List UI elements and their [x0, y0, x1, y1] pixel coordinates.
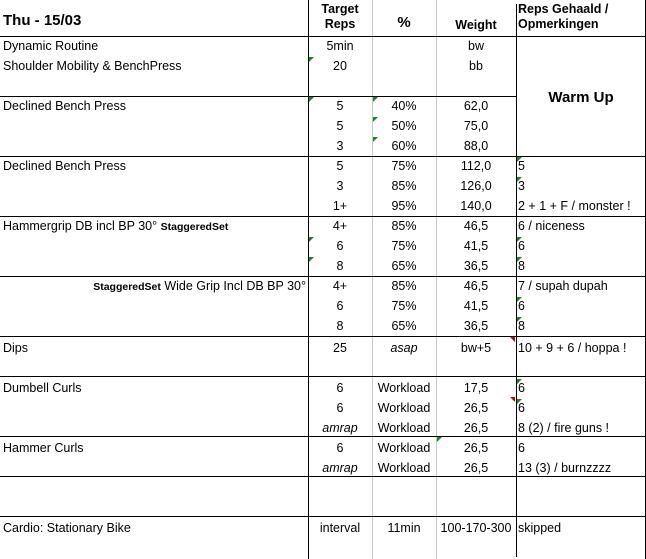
- note-cell[interactable]: 3: [518, 179, 525, 193]
- note-cell[interactable]: 5: [518, 159, 525, 173]
- note-cell[interactable]: 6: [518, 239, 525, 253]
- comment-marker-icon[interactable]: [517, 237, 522, 242]
- weight-cell[interactable]: 36,5: [463, 319, 489, 333]
- percent-cell[interactable]: 85%: [391, 219, 417, 233]
- reps-cell[interactable]: 5: [336, 159, 344, 173]
- col-header-weight: Weight: [455, 18, 497, 32]
- percent-cell[interactable]: 60%: [391, 139, 417, 153]
- weight-cell[interactable]: bw: [468, 39, 484, 53]
- reps-cell[interactable]: 5: [336, 119, 344, 133]
- weight-cell[interactable]: 46,5: [463, 279, 489, 293]
- percent-cell[interactable]: 75%: [391, 239, 417, 253]
- percent-cell[interactable]: 65%: [391, 259, 417, 273]
- col-header-percent: %: [397, 14, 411, 31]
- weight-cell[interactable]: 26,5: [463, 441, 489, 455]
- exercise-cell[interactable]: Declined Bench Press: [3, 99, 126, 113]
- comment-marker-icon[interactable]: [517, 399, 522, 404]
- reps-cell[interactable]: 5min: [326, 39, 354, 53]
- note-cell[interactable]: 6 / niceness: [518, 219, 585, 233]
- weight-cell[interactable]: 62,0: [463, 99, 489, 113]
- percent-cell[interactable]: 50%: [391, 119, 417, 133]
- weight-cell[interactable]: 26,5: [463, 401, 489, 415]
- percent-cell[interactable]: 85%: [391, 279, 417, 293]
- comment-marker-icon[interactable]: [437, 437, 442, 442]
- staggered-set-tag: StaggeredSet: [160, 221, 229, 233]
- note-cell[interactable]: 6: [518, 401, 525, 415]
- weight-cell[interactable]: 36,5: [463, 259, 489, 273]
- note-cell[interactable]: 6: [518, 381, 525, 395]
- exercise-cell[interactable]: Dynamic Routine: [3, 39, 99, 53]
- note-cell[interactable]: 8: [518, 319, 525, 333]
- comment-marker-icon[interactable]: [517, 257, 522, 262]
- exercise-cell[interactable]: Dips: [3, 341, 29, 355]
- reps-cell[interactable]: amrap: [322, 421, 358, 435]
- weight-cell[interactable]: 112,0: [460, 159, 492, 173]
- exercise-cell[interactable]: [0, 216, 308, 237]
- staggered-set-tag: StaggeredSet: [93, 281, 161, 293]
- reps-cell[interactable]: 4+: [332, 219, 348, 233]
- percent-cell[interactable]: 65%: [391, 319, 417, 333]
- reps-cell[interactable]: 3: [336, 139, 344, 153]
- reps-cell[interactable]: 6: [336, 299, 344, 313]
- comment-marker-icon[interactable]: [309, 257, 314, 262]
- percent-cell[interactable]: asap: [390, 341, 418, 355]
- percent-cell[interactable]: 85%: [391, 179, 417, 193]
- reps-cell[interactable]: 8: [336, 259, 344, 273]
- weight-cell[interactable]: 41,5: [463, 299, 489, 313]
- comment-marker-icon[interactable]: [517, 297, 522, 302]
- reps-cell[interactable]: interval: [319, 521, 361, 535]
- reps-cell[interactable]: 25: [333, 341, 347, 355]
- weight-cell[interactable]: 46,5: [463, 219, 489, 233]
- weight-cell[interactable]: bw+5: [460, 341, 492, 355]
- percent-cell[interactable]: Workload: [377, 381, 431, 395]
- weight-cell[interactable]: 88,0: [463, 139, 489, 153]
- reps-cell[interactable]: 1+: [332, 199, 348, 213]
- percent-cell[interactable]: Workload: [377, 461, 431, 475]
- row-divider: [0, 516, 646, 517]
- percent-cell[interactable]: 75%: [391, 299, 417, 313]
- col-header-target-reps: Target Reps: [321, 2, 359, 31]
- col-header-notes: Reps Gehaald / Opmerkingen: [518, 2, 609, 31]
- exercise-cell[interactable]: Dumbell Curls: [3, 381, 82, 395]
- exercise-cell[interactable]: Cardio: Stationary Bike: [3, 521, 131, 535]
- row-divider: [0, 376, 646, 377]
- weight-cell[interactable]: 26,5: [463, 421, 489, 435]
- percent-cell[interactable]: Workload: [377, 401, 431, 415]
- comment-marker-icon[interactable]: [373, 97, 378, 102]
- note-cell[interactable]: 8: [518, 259, 525, 273]
- exercise-cell[interactable]: [0, 276, 308, 297]
- comment-marker-icon[interactable]: [309, 97, 314, 102]
- percent-cell[interactable]: 95%: [391, 199, 417, 213]
- comment-marker-red-icon[interactable]: [510, 397, 515, 402]
- comment-marker-icon[interactable]: [373, 117, 378, 122]
- weight-cell[interactable]: 17,5: [463, 381, 489, 395]
- exercise-cell[interactable]: Shoulder Mobility & BenchPress: [3, 59, 182, 73]
- note-cell[interactable]: 13 (3) / burnzzzz: [518, 461, 612, 475]
- note-cell[interactable]: 6: [518, 441, 525, 455]
- row-divider: [0, 336, 646, 337]
- exercise-label: Hammergrip DB incl BP 30°: [3, 219, 158, 233]
- weight-cell[interactable]: 140,0: [460, 199, 492, 213]
- comment-marker-icon[interactable]: [309, 57, 314, 62]
- comment-marker-icon[interactable]: [517, 317, 522, 322]
- warm-up-label: Warm Up: [548, 89, 614, 106]
- reps-cell[interactable]: 3: [336, 179, 344, 193]
- reps-cell[interactable]: 6: [336, 239, 344, 253]
- weight-cell[interactable]: 26,5: [463, 461, 489, 475]
- weight-cell[interactable]: 126,0: [460, 179, 492, 193]
- reps-cell[interactable]: 6: [336, 401, 344, 415]
- weight-cell[interactable]: 41,5: [463, 239, 489, 253]
- comment-marker-icon[interactable]: [517, 379, 522, 384]
- note-cell[interactable]: 6: [518, 299, 525, 313]
- day-title: Thu - 15/03: [3, 12, 82, 29]
- reps-cell[interactable]: 5: [336, 99, 344, 113]
- note-cell[interactable]: 7 / supah dupah: [518, 279, 608, 293]
- note-cell[interactable]: 2 + 1 + F / monster !: [518, 199, 631, 213]
- exercise-cell[interactable]: Declined Bench Press: [3, 159, 126, 173]
- exercise-label: Wide Grip Incl DB BP 30°: [164, 279, 306, 293]
- reps-cell[interactable]: 4+: [332, 279, 348, 293]
- reps-cell[interactable]: 6: [336, 381, 344, 395]
- percent-cell[interactable]: 75%: [391, 159, 417, 173]
- reps-cell[interactable]: 20: [333, 59, 347, 73]
- note-cell[interactable]: skipped: [518, 521, 562, 535]
- percent-cell[interactable]: Workload: [377, 441, 431, 455]
- exercise-cell[interactable]: Hammer Curls: [3, 441, 84, 455]
- comment-marker-icon[interactable]: [309, 237, 314, 242]
- comment-marker-red-icon[interactable]: [510, 337, 515, 342]
- note-cell[interactable]: 10 + 9 + 6 / hoppa !: [518, 341, 627, 355]
- percent-cell[interactable]: 11min: [387, 521, 421, 535]
- percent-cell[interactable]: 40%: [391, 99, 417, 113]
- weight-cell[interactable]: bb: [469, 59, 483, 73]
- weight-cell[interactable]: 75,0: [463, 119, 489, 133]
- percent-cell[interactable]: Workload: [377, 421, 431, 435]
- comment-marker-icon[interactable]: [517, 157, 522, 162]
- reps-cell[interactable]: 6: [336, 441, 344, 455]
- reps-cell[interactable]: amrap: [322, 461, 358, 475]
- reps-cell[interactable]: 8: [336, 319, 344, 333]
- note-cell[interactable]: 8 (2) / fire guns !: [518, 421, 610, 435]
- comment-marker-icon[interactable]: [517, 177, 522, 182]
- comment-marker-icon[interactable]: [373, 137, 378, 142]
- weight-cell[interactable]: 100-170-300: [440, 521, 512, 535]
